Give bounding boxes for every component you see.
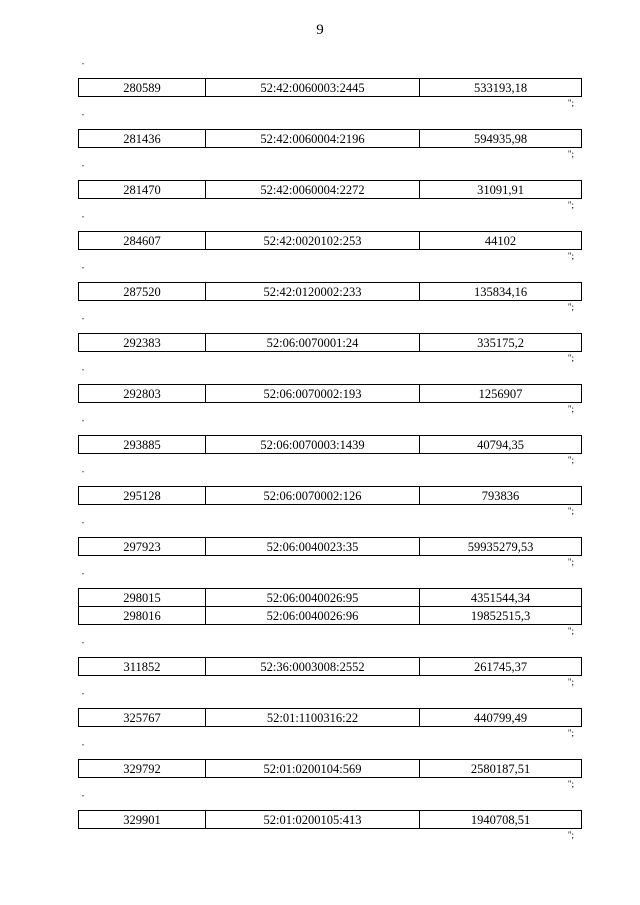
- row-number-cell: 284607: [79, 232, 206, 250]
- amendment-block: [78, 522, 580, 567]
- cadastral-number-cell: 52:36:0003008:2552: [206, 658, 420, 676]
- row-number-cell: 293885: [79, 436, 206, 454]
- value-cell: 44102: [420, 232, 582, 250]
- value-cell: 4351544,34: [420, 589, 582, 607]
- value-cell: 31091,91: [420, 181, 582, 199]
- value-cell: 2580187,51: [420, 760, 582, 778]
- amendment-block: [78, 114, 580, 159]
- table-row: [79, 607, 582, 625]
- value-cell: 335175,2: [420, 334, 582, 352]
- row-number-cell: 281470: [79, 181, 206, 199]
- closing-quote: ";: [567, 149, 574, 159]
- table-row: [79, 436, 582, 454]
- data-table: [78, 231, 582, 250]
- table-row: [79, 760, 582, 778]
- opening-quote: ": [82, 216, 85, 222]
- row-number-cell: 295128: [79, 487, 206, 505]
- amendment-block: [78, 573, 580, 636]
- table-row: [79, 232, 582, 250]
- data-table: [78, 759, 582, 778]
- table-row: [79, 811, 582, 829]
- data-table: [78, 588, 582, 625]
- row-number-cell: 325767: [79, 709, 206, 727]
- row-number-cell: 298016: [79, 607, 206, 625]
- value-cell: 594935,98: [420, 130, 582, 148]
- table-row: [79, 334, 582, 352]
- opening-quote: ": [82, 267, 85, 273]
- value-cell: 1256907: [420, 385, 582, 403]
- table-row: [79, 283, 582, 301]
- opening-quote: ": [82, 522, 85, 528]
- data-table: [78, 537, 582, 556]
- closing-quote: ";: [567, 779, 574, 789]
- row-number-cell: 329792: [79, 760, 206, 778]
- closing-quote: ";: [567, 455, 574, 465]
- cadastral-number-cell: 52:06:0070002:126: [206, 487, 420, 505]
- table-row: [79, 538, 582, 556]
- closing-quote: ";: [567, 353, 574, 363]
- table-row: [79, 487, 582, 505]
- closing-quote: ";: [567, 302, 574, 312]
- value-cell: 261745,37: [420, 658, 582, 676]
- table-row: [79, 130, 582, 148]
- data-table: [78, 486, 582, 505]
- data-table: [78, 78, 582, 97]
- cadastral-number-cell: 52:42:0120002:233: [206, 283, 420, 301]
- opening-quote: ": [82, 795, 85, 801]
- cadastral-number-cell: 52:42:0020102:253: [206, 232, 420, 250]
- row-number-cell: 298015: [79, 589, 206, 607]
- closing-quote: ";: [567, 626, 574, 636]
- cadastral-number-cell: 52:06:0070002:193: [206, 385, 420, 403]
- opening-quote: ": [82, 693, 85, 699]
- opening-quote: ": [82, 420, 85, 426]
- table-row: [79, 658, 582, 676]
- data-table: [78, 180, 582, 199]
- table-row: [79, 385, 582, 403]
- amendment-block: [78, 420, 580, 465]
- opening-quote: ": [82, 471, 85, 477]
- value-cell: 40794,35: [420, 436, 582, 454]
- amendment-block: [78, 267, 580, 312]
- cadastral-number-cell: 52:01:0200104:569: [206, 760, 420, 778]
- row-number-cell: 292803: [79, 385, 206, 403]
- table-row: [79, 79, 582, 97]
- amendment-block: [78, 63, 580, 108]
- opening-quote: ": [82, 114, 85, 120]
- table-row: [79, 589, 582, 607]
- amendment-block: [78, 744, 580, 789]
- cadastral-number-cell: 52:06:0040026:95: [206, 589, 420, 607]
- closing-quote: ";: [567, 830, 574, 840]
- value-cell: 1940708,51: [420, 811, 582, 829]
- opening-quote: ": [82, 369, 85, 375]
- closing-quote: ";: [567, 557, 574, 567]
- data-table: [78, 384, 582, 403]
- opening-quote: ": [82, 573, 85, 579]
- value-cell: 19852515,3: [420, 607, 582, 625]
- cadastral-number-cell: 52:01:1100316:22: [206, 709, 420, 727]
- opening-quote: ": [82, 318, 85, 324]
- row-number-cell: 280589: [79, 79, 206, 97]
- amendment-block: [78, 369, 580, 414]
- cadastral-number-cell: 52:42:0060004:2196: [206, 130, 420, 148]
- data-table: [78, 282, 582, 301]
- closing-quote: ";: [567, 677, 574, 687]
- value-cell: 440799,49: [420, 709, 582, 727]
- data-table: [78, 435, 582, 454]
- table-row: [79, 709, 582, 727]
- row-number-cell: 297923: [79, 538, 206, 556]
- row-number-cell: 329901: [79, 811, 206, 829]
- data-table: [78, 333, 582, 352]
- amendment-block: [78, 318, 580, 363]
- page-number: 9: [316, 22, 324, 38]
- row-number-cell: 281436: [79, 130, 206, 148]
- row-number-cell: 292383: [79, 334, 206, 352]
- cadastral-number-cell: 52:01:0200105:413: [206, 811, 420, 829]
- closing-quote: ";: [567, 251, 574, 261]
- cadastral-number-cell: 52:42:0060004:2272: [206, 181, 420, 199]
- row-number-cell: 311852: [79, 658, 206, 676]
- opening-quote: ": [82, 642, 85, 648]
- amendment-block: [78, 795, 580, 840]
- cadastral-number-cell: 52:06:0040026:96: [206, 607, 420, 625]
- cadastral-number-cell: 52:42:0060003:2445: [206, 79, 420, 97]
- opening-quote: ": [82, 744, 85, 750]
- amendment-block: [78, 165, 580, 210]
- amendment-block: [78, 471, 580, 516]
- closing-quote: ";: [567, 98, 574, 108]
- value-cell: 59935279,53: [420, 538, 582, 556]
- opening-quote: ": [82, 165, 85, 171]
- table-row: [79, 181, 582, 199]
- amendment-block: [78, 642, 580, 687]
- cadastral-number-cell: 52:06:0040023:35: [206, 538, 420, 556]
- closing-quote: ";: [567, 728, 574, 738]
- data-table: [78, 129, 582, 148]
- data-table: [78, 657, 582, 676]
- row-number-cell: 287520: [79, 283, 206, 301]
- value-cell: 533193,18: [420, 79, 582, 97]
- cadastral-number-cell: 52:06:0070003:1439: [206, 436, 420, 454]
- data-table: [78, 810, 582, 829]
- closing-quote: ";: [567, 200, 574, 210]
- data-table: [78, 708, 582, 727]
- amendment-block: [78, 216, 580, 261]
- amendment-block: [78, 693, 580, 738]
- cadastral-number-cell: 52:06:0070001:24: [206, 334, 420, 352]
- opening-quote: ": [82, 63, 85, 69]
- value-cell: 793836: [420, 487, 582, 505]
- closing-quote: ";: [567, 404, 574, 414]
- value-cell: 135834,16: [420, 283, 582, 301]
- closing-quote: ";: [567, 506, 574, 516]
